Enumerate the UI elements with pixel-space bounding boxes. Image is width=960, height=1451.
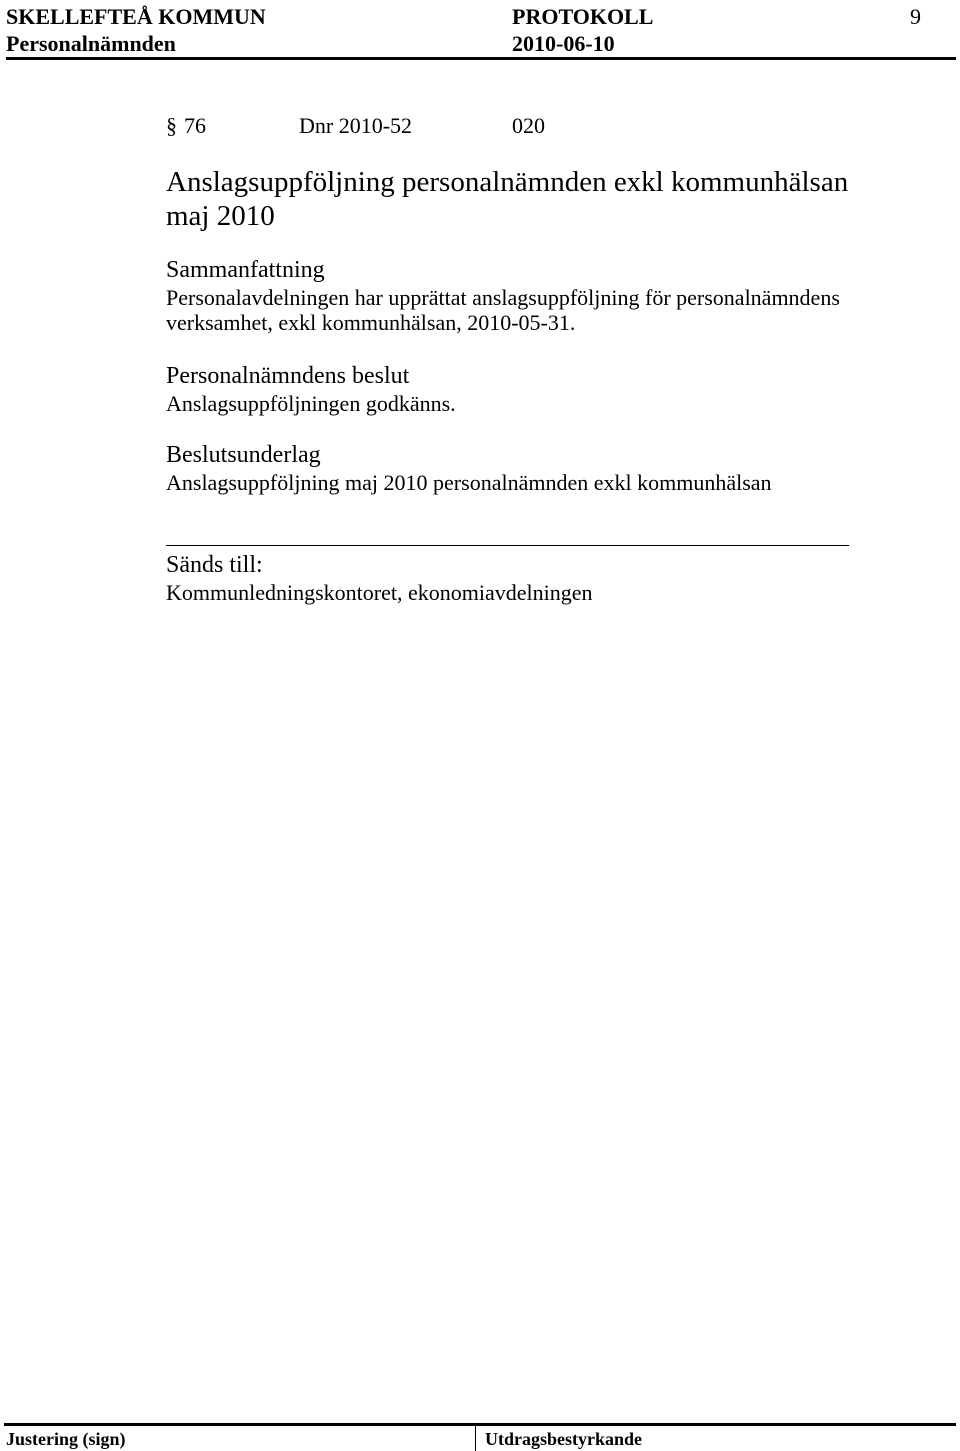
page-title-line-2: maj 2010 [166,200,275,232]
basis-heading: Beslutsunderlag [166,442,321,468]
classification-code: 020 [512,113,545,138]
page-number: 9 [910,4,921,29]
summary-text-line-1: Personalavdelningen har upprättat anslagsuppföljning för personalnämndens [166,285,840,310]
dnr-number: Dnr 2010-52 [299,113,413,138]
sent-to-heading: Sänds till: [166,552,263,578]
footer-signature-label: Justering (sign) [6,1429,126,1449]
doc-type: PROTOKOLL [512,4,654,29]
org-name: SKELLEFTEÅ KOMMUN [6,4,266,29]
separator-rule [166,545,849,546]
footer-divider [475,1423,476,1451]
decision-text: Anslagsuppföljningen godkänns. [166,391,456,416]
decision-heading: Personalnämndens beslut [166,363,410,389]
committee-name: Personalnämnden [6,31,176,56]
paragraph-number: 76 [184,113,206,138]
summary-heading: Sammanfattning [166,257,325,283]
summary-text-line-2: verksamhet, exkl kommunhälsan, 2010-05-31. [166,310,576,335]
basis-text: Anslagsuppföljning maj 2010 personalnämnden exkl kommunhälsan [166,470,772,495]
sent-to-text: Kommunledningskontoret, ekonomiavdelningen [166,580,593,605]
meeting-date: 2010-06-10 [512,31,615,56]
header-rule [6,57,956,60]
section-sign: § [166,113,177,138]
footer-certification-label: Utdragsbestyrkande [485,1429,643,1449]
footer-rule [4,1423,956,1426]
page-title-line-1: Anslagsuppföljning personalnämnden exkl kommunhälsan [166,166,849,198]
